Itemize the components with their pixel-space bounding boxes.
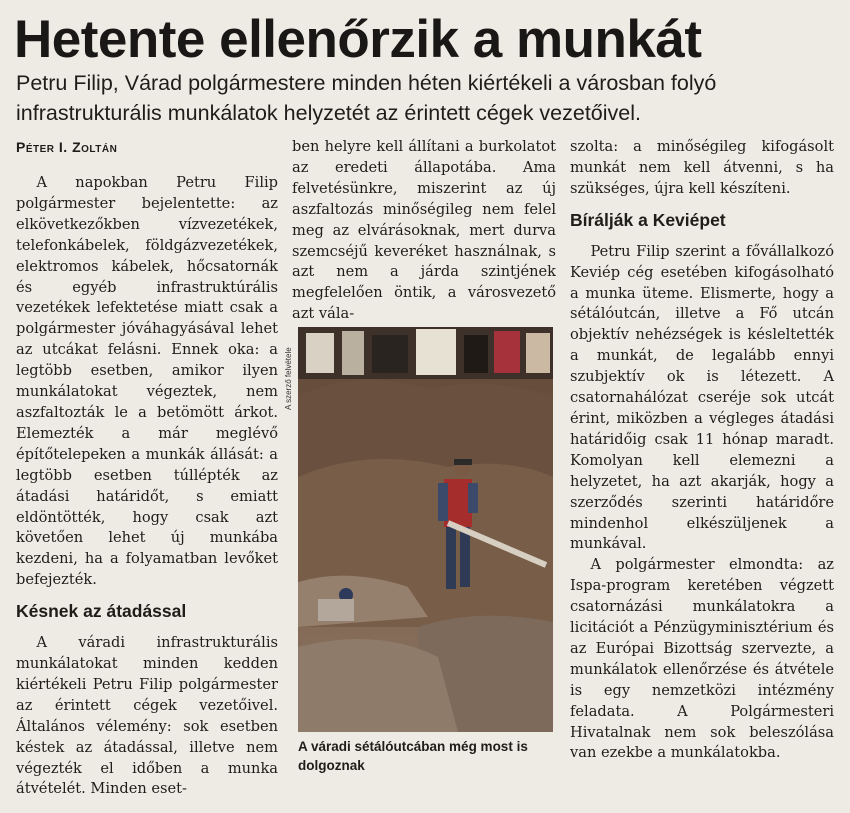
column-3 [570, 137, 834, 764]
article-lead: Petru Filip, Várad polgármestere minden héten kiértékeli a városban folyó infrastrukturális munkálatok helyzetét az érintett cégek vezetőivel. [16, 71, 717, 125]
photo-caption: A váradi sétálóutcában még most is dolgoznak [298, 739, 528, 773]
subheading: Bírálják a Keviépet [570, 209, 726, 230]
paragraph: ben helyre kell állítani a burkolatot az eredeti állapotába. Ama felvetésünkre, miszerint az új aszfaltozás minőségileg nem felel meg az elvárásoknak, mert durva szemcséjű keveréket használnak, s azt nem a járda szintjének megfelelően öntik, a városvezető azt vála- [292, 138, 556, 323]
article-photo [298, 327, 553, 732]
paragraph: A polgármester elmondta: az Ispa-program keretében végzett csatornázási munkálatokra a licitációt a Pénzügyminisztérium és az Európai Bizottság szervezte, a munkálatok ellenőrzése és átvétele is egy nemzetközi intézmény feladata. A Polgármesteri Hivatalnak nem sok beleszólása van ezekbe a munkálatokba. [570, 556, 834, 762]
column-1 [16, 137, 278, 800]
construction-photo-illustration [298, 327, 553, 732]
paragraph: szolta: a minőségileg kifogásolt munkát nem kell átvenni, s ha szükséges, újra kell készíteni. [570, 138, 834, 197]
column-2 [292, 137, 556, 325]
article-title: Hetente ellenőrzik a munkát [14, 10, 702, 69]
paragraph: A váradi infrastrukturális munkálatokat minden kedden kiértékeli Petru Filip polgármester az érintett cégek vezetőivel. Általános vélemény: sok esetben késtek az átadással, illetve nem végezték el időben a munka átvételét. Minden eset- [16, 634, 278, 798]
subheading: Késnek az átadással [16, 601, 187, 622]
paragraph: A napokban Petru Filip polgármester bejelentette: az elkövetkezőkben vízvezetékek, telefonkábelek, földgázvezetékek, elektromos kábelek, hőcsatornák és egyéb infrastruktúrális vezetékek lefektetése miatt csak a polgármester jóváhagyásával lehet az utcákat felásni. Ennek oka: a legtöbb esetben, amikor ilyen munkálatokat végeztek, nem aszfaltozták le a betömött árkot. Elemezték a már meglévő építőtelepeken a munkák állását: a legtöbb esetben túllépték az átadási határidőt, s emiatt eldöntötték, hogy csak azt követően lehet új munkába kezdeni, ha a folyamatban levőket befejezték. [16, 174, 278, 589]
byline: Péter I. Zoltán [16, 139, 118, 155]
photo-credit: A szerző felvétele [284, 347, 293, 410]
paragraph: Petru Filip szerint a fővállalkozó Keviép cég esetében kifogásolható a munka üteme. Elismerte, hogy a sétálóutcán, illetve a Fő utcán objektív nehézségek is késleltették a munkát, de legalább ennyi szubjektív ok is létezett. A csatornahálózat cseréje sok utcát érint, miközben a végleges átadási határidőig csak 11 hónap maradt. Komolyan kell elemezni a helyzetet, ha azt akarják, hogy a szerződés szerinti határidőre mindenhol elkészüljenek a munkával. [570, 242, 834, 553]
